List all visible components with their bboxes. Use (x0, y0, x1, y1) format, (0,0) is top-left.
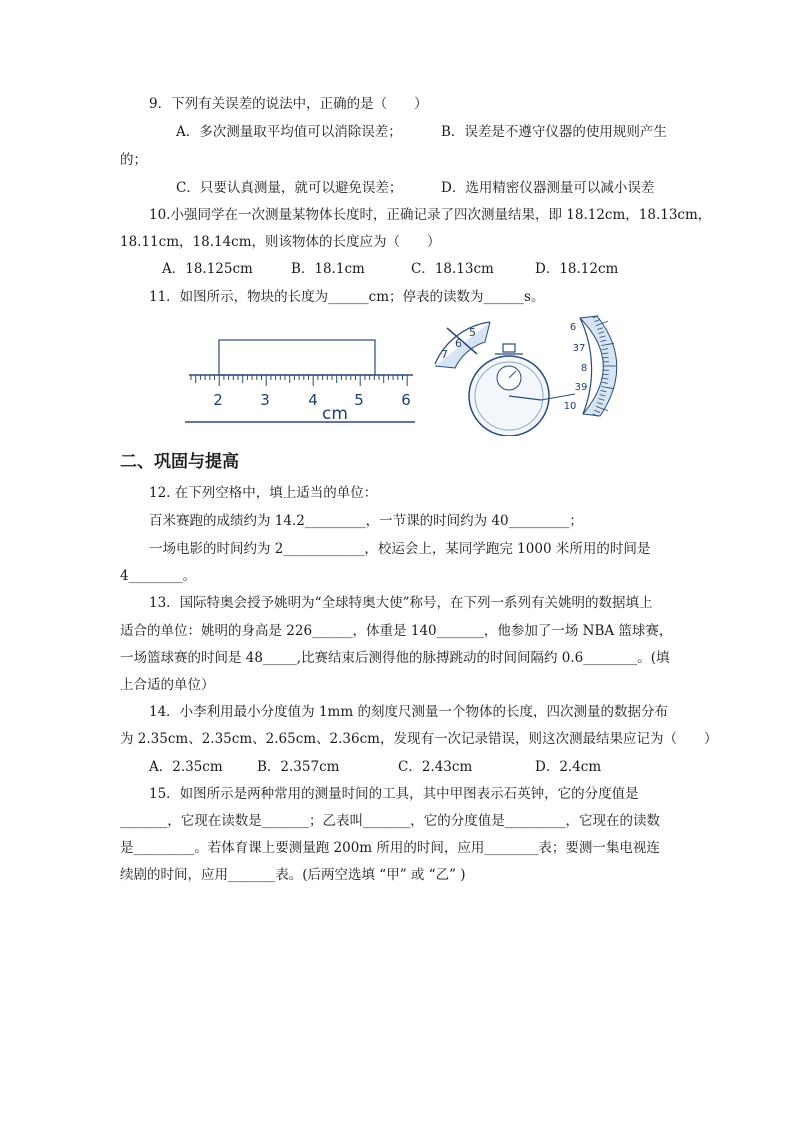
large-dial-label-6: 6 (569, 322, 577, 333)
q11-figure (185, 314, 625, 436)
q15-line3: 是_________。若体育课上要测量跑 200m 所用的时间，应用________表；要测一集电视连 (120, 840, 660, 856)
q12-line1: 百米赛跑的成绩约为 14.2_________，一节课的时间约为 40_________； (149, 513, 583, 529)
small-dial-label-6: 6 (455, 337, 462, 350)
q14-option-d: D．2.4cm (535, 759, 602, 775)
ruler-unit-label: cm (322, 404, 348, 424)
ruler-tick-marks (191, 375, 407, 386)
large-dial-label-37: 37 (572, 343, 586, 354)
q10-option-d: D．18.12cm (535, 261, 619, 277)
small-dial-label-7: 7 (441, 348, 448, 361)
q10-stem-line1: 10.小强同学在一次测量某物体长度时，正确记录了四次测量结果，即 18.12cm，18.13cm， (149, 207, 712, 223)
large-dial-label-10: 10 (563, 401, 577, 412)
q13-line2: 适合的单位：姚明的身高是 226______，体重是 140_______，他参加了一场 NBA 篮球赛， (120, 623, 673, 639)
ruler-label-6: 6 (401, 391, 411, 409)
q14-option-c: C．2.43cm (398, 759, 473, 775)
q9-option-d: D．选用精密仪器测量可以减小误差 (441, 180, 655, 196)
measured-block (219, 340, 375, 375)
q10-option-c: C．18.13cm (411, 261, 494, 277)
ruler-label-5: 5 (354, 391, 364, 409)
q14-line2: 为 2.35cm、2.35cm、2.65cm、2.36cm，发现有一次记录错误，则这次测最结果应记为（ ） (120, 731, 718, 747)
q10-stem-line2: 18.11cm，18.14cm，则该物体的长度应为（ ） (120, 234, 441, 250)
stopwatch-crown (503, 344, 515, 352)
q12-line3: 4________。 (120, 568, 197, 584)
q13-line1: 13．国际特奥会授予姚明为“全球特奥大使”称号，在下列一系列有关姚明的数据填上 (149, 595, 653, 611)
ruler-label-2: 2 (213, 391, 223, 409)
ruler-label-4: 4 (308, 391, 318, 409)
q9-option-c: C．只要认真测量，就可以避免误差； (176, 180, 403, 196)
q9-option-b-cont: 的； (120, 152, 147, 168)
small-dial-label-5: 5 (469, 326, 476, 339)
q15-line4: 续剧的时间，应用_______表。(后两空选填 “甲” 或 “乙” ) (120, 867, 466, 883)
q9-option-a: A．多次测量取平均值可以消除误差； (176, 124, 402, 140)
q13-line3: 一场篮球赛的时间是 48_____,比赛结束后测得他的脉搏跳动的时间间隔约 0.6________。(填 (120, 650, 670, 666)
q14-line1: 14．小李利用最小分度值为 1mm 的刻度尺测量一个物体的长度，四次测量的数据分布 (149, 704, 668, 720)
small-dial-band (435, 322, 490, 368)
section-2-heading: 二、巩固与提高 (120, 452, 239, 472)
q12-stem: 12. 在下列空格中，填上适当的单位： (149, 485, 378, 501)
q9-stem: 9．下列有关误差的说法中，正确的是（ ） (149, 96, 428, 112)
q15-line2: _______，它现在读数是_______；乙表叫_______，它的分度值是_________，它现在的读数 (120, 813, 660, 829)
large-dial-label-8: 8 (580, 363, 588, 374)
q14-option-a: A．2.35cm (149, 759, 223, 775)
q13-line4: 上合适的单位） (120, 677, 215, 693)
large-dial-label-39: 39 (574, 382, 588, 393)
q14-option-b: B．2.357cm (257, 759, 340, 775)
q10-option-a: A．18.125cm (162, 261, 253, 277)
q15-line1: 15．如图所示是两种常用的测量时间的工具，其中甲图表示石英钟，它的分度值是 (149, 786, 639, 802)
q10-option-b: B．18.1cm (291, 261, 365, 277)
q9-option-b: B．误差是不遵守仪器的使用规则产生 (441, 124, 667, 140)
q11-stem: 11．如图所示，物块的长度为______cm；停表的读数为______s。 (149, 289, 545, 305)
q12-line2: 一场电影的时间约为 2____________，校运会上，某同学跑完 1000 米所用的时间是 (149, 541, 651, 557)
q11-figure-svg (185, 314, 625, 436)
ruler-label-3: 3 (260, 391, 270, 409)
